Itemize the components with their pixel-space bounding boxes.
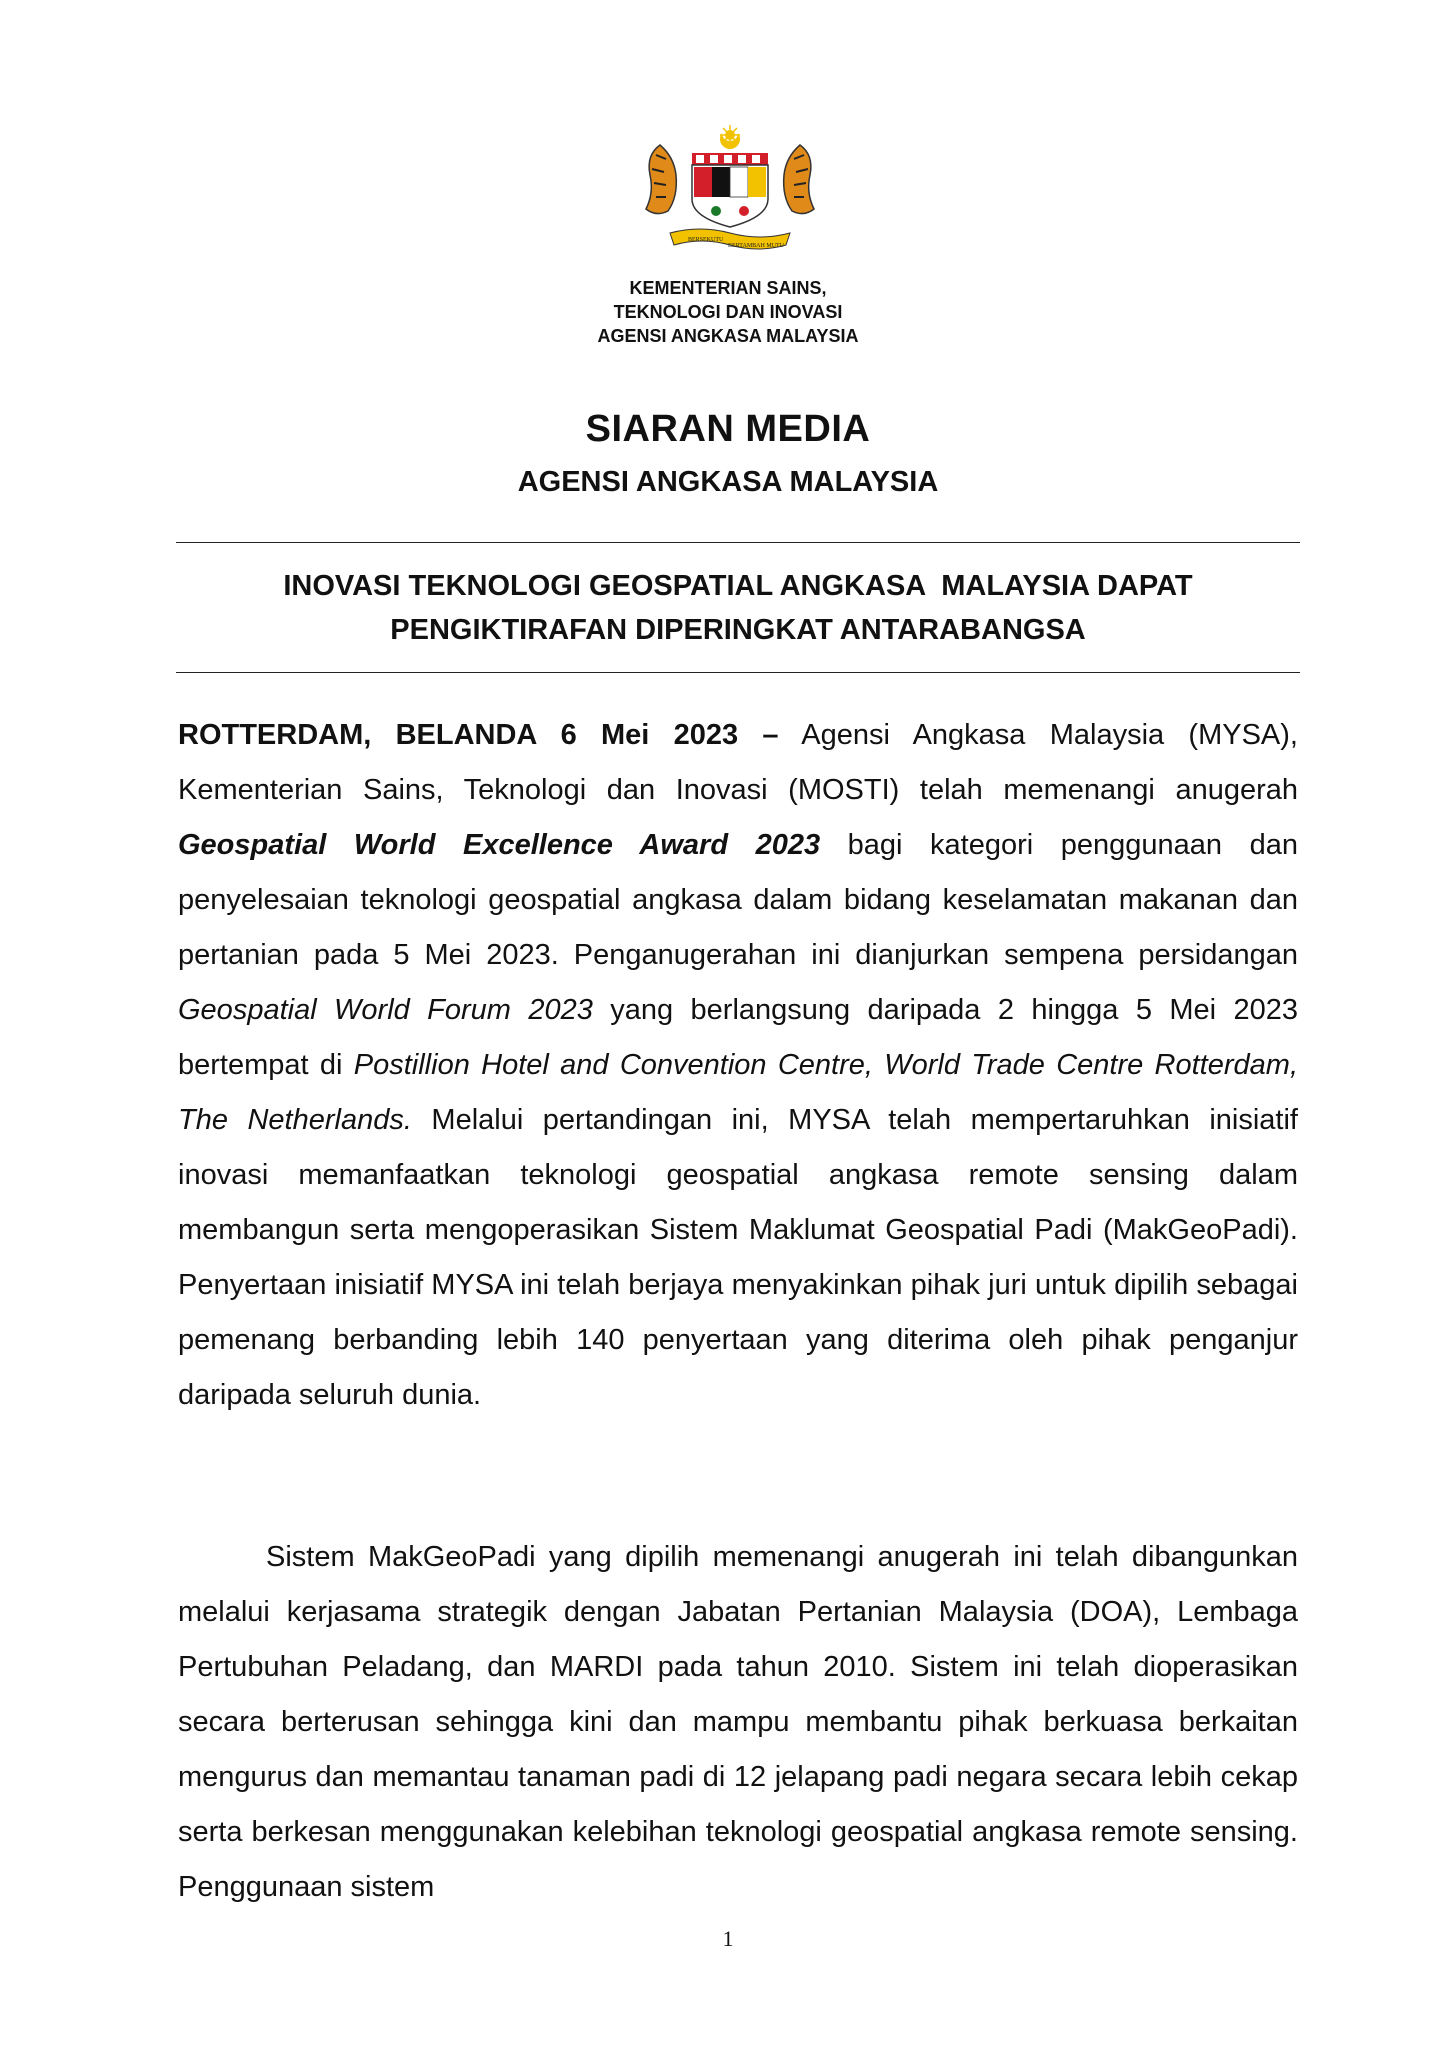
svg-text:BERSEKUTU: BERSEKUTU: [688, 237, 724, 243]
dateline: ROTTERDAM, BELANDA 6 Mei 2023 –: [178, 719, 779, 751]
agency-line-3: AGENSI ANGKASA MALAYSIA: [597, 326, 859, 346]
paragraph-1: [178, 708, 1298, 1423]
svg-text:BERTAMBAH MUTU: BERTAMBAH MUTU: [728, 243, 784, 249]
paragraph-1-text-b: bagi kategori penggunaan dan penyelesaian teknologi geospatial angkasa dalam bidang keselamatan makanan dan pertanian pada 5 Mei 2023. Penganugerahan ini dianjurkan sempena persidangan: [178, 829, 1298, 971]
paragraph-1-text-a: Agensi Angkasa Malaysia (MYSA), Kementerian Sains, Teknologi dan Inovasi (MOSTI) telah memenangi anugerah: [178, 719, 1298, 806]
divider-bottom: [176, 672, 1300, 673]
venue-name: Postillion Hotel and Convention Centre, World Trade Centre Rotterdam, The Netherlands.: [178, 1049, 1298, 1136]
divider-top: [176, 542, 1300, 543]
headline: [176, 564, 1300, 652]
headline-line-2: PENGIKTIRAFAN DIPERINGKAT ANTARABANGSA: [390, 614, 1086, 646]
coat-of-arms-logo: [630, 125, 830, 260]
award-name: Geospatial World Excellence Award 2023: [178, 829, 821, 861]
agency-line-1: KEMENTERIAN SAINS,: [629, 278, 827, 298]
paragraph-1-text-d: Melalui pertandingan ini, MYSA telah mempertaruhkan inisiatif inovasi memanfaatkan teknologi geospatial angkasa remote sensing dalam membangun serta mengoperasikan Sistem Maklumat Geospatial Padi (MakGeoPadi). Penyertaan inisiatif MYSA ini telah berjaya menyakinkan pihak juri untuk dipilih sebagai pemenang berbanding lebih 140 penyertaan yang diterima oleh pihak penganjur daripada seluruh dunia.: [178, 1104, 1298, 1411]
paragraph-2: Sistem MakGeoPadi yang dipilih memenangi anugerah ini telah dibangunkan melalui kerjasama strategik dengan Jabatan Pertanian Malaysia (DOA), Lembaga Pertubuhan Peladang, dan MARDI pada tahun 2010. Sistem ini telah dioperasikan secara berterusan sehingga kini dan mampu membantu pihak berkuasa berkaitan mengurus dan memantau tanaman padi di 12 jelapang padi negara secara lebih cekap serta berkesan menggunakan kelebihan teknologi geospatial angkasa remote sensing. Penggunaan sistem: [178, 1541, 1298, 1903]
document-title: SIARAN MEDIA: [585, 408, 871, 450]
forum-name: Geospatial World Forum 2023: [178, 994, 593, 1026]
page-number: 1: [722, 1926, 734, 1951]
headline-line-1: INOVASI TEKNOLOGI GEOSPATIAL ANGKASA MALAYSIA DAPAT: [283, 570, 1193, 602]
agency-line-2: TEKNOLOGI DAN INOVASI: [613, 302, 843, 322]
paragraph-1-text-c: yang berlangsung daripada 2 hingga 5 Mei 2023 bertempat di: [178, 994, 1298, 1081]
agency-header: [528, 276, 928, 348]
document-subtitle: AGENSI ANGKASA MALAYSIA: [517, 466, 939, 498]
